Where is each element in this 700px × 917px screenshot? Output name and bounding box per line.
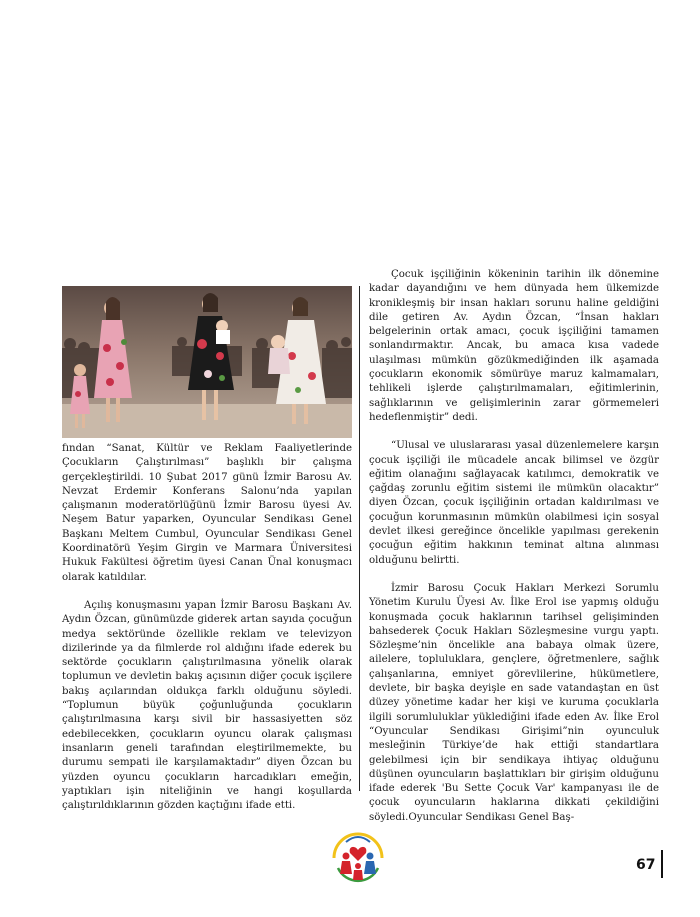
paragraph: Açılış konuşmasını yapan İzmir Barosu Başkanı Av. Aydın Özcan, günümüzde giderek artan sayıda çocuğun medya sektöründe özellikle reklam ve televizyon dizilerinde ya da filmlerde rol aldığını ifade ederek bu sektörde çocukların çalıştırılmasına yönelik olarak toplumun ve devletin bakış açısının diğer çocuk işçilere bakış açılarından oldukça farklı olduğunu söyledi. “Toplumun büyük çoğunluğunda çocukların çalıştırılmasına karşı sivil bir hassasiyetten söz edebilecekken, çocukların oyuncu olarak çalışması insanların geneli tarafından eleştirilmemekte, bu durumu sempati ile karşılamaktadır” diyen Özcan bu yüzden oyuncu çocukların harcadıkları emeğin, yaptıkları işin niteliğinin ve hangi koşullarda çalıştırıldıklarının gözden kaçtığını ifade etti. [62,599,352,812]
right-text-column [369,268,659,825]
paragraph: “Ulusal ve uluslararası yasal düzenlemelere karşın çocuk işçiliği ile mücadele ancak bilimsel ve özgür eğitim olanağını sağlayacak katılımcı, demokratik ve çağdaş zorunlu eğitim sistemi ile mümkün olacaktır” diyen Özcan, çocuk işçiliğinin ortadan kaldırılması ve çocuğun korunmasının mümkün olabilmesi için sosyal devlet ilkesi gereğince öncelikle yapılması gerekenin çocuğun eğitim hakkının teminat altına alınması olduğunu belirtti. [369,440,659,566]
runway-photo [62,286,352,438]
paragraph: Çocuk işçiliğinin kökeninin tarihin ilk dönemine kadar dayandığını ve hem dünyada hem ülkemizde kronikleşmiş bir insan hakları sorunu haline geldiğini dile getiren Av. Aydın Özcan, “İnsan hakları belgelerinin ortak amacı, çocuk işçiliğini tamamen sonlandırmaktır. Ancak, bu amaca kısa vadede ulaşılması mümkün gözükmediğinden ilk aşamada çocukların ekonomik sömürüye maruz kalmamaları, tehlikeli işlerde çalıştırılmamaları, eğitimlerinin, sağlıklarının ve gelişimlerinin zarar görmemeleri hedeflenmiştir” dedi. [369,269,659,423]
paragraph: fından “Sanat, Kültür ve Reklam Faaliyetlerinde Çocukların Çalıştırılması” başlıklı bir çalışma gerçekleştirildi. 10 Şubat 2017 günü İzmir Barosu Av. Nevzat Erdemir Konferans Salonu’nda yapılan çalışmanın moderatörlüğünü İzmir Barosu üyesi Av. Neşem Batur yaparken, Oyuncular Sendikası Genel Başkanı Meltem Cumbul, Oyuncular Sendikası Genel Koordinatörü Yeşim Girgin ve Marmara Üniversitesi Hukuk Fakültesi öğretim üyesi Canan Ünal konuşmacı olarak katıldılar. [62,443,352,583]
page-number: 67 [636,857,656,873]
paragraph: İzmir Barosu Çocuk Hakları Merkezi Sorumlu Yönetim Kurulu Üyesi Av. İlke Erol ise yapmış olduğu konuşmada çocuk haklarının tarihsel gelişiminden bahsederek Çocuk Hakları Sözleşmesine vurgu yaptı. Sözleşme’nin öncelikle ana babaya olmak üzere, ailelere, topluluklara, gençlere, öğretmenlere, sağlık çalışanlarına, emniyet görevlilerine, hükümetlere, devlete, bir başka deyişle en sade vatandaştan en üst düzey yönetime kadar her kişi ve kuruma çocuklarla ilgili sorumluluklar yüklediğini ifade eden Av. İlke Erol “Oyuncular Sendikası Girişimi”nin oyunculuk mesleğinin Türkiye’de hak ettiği standartlara gelebilmesi için bir sendikaya ihtiyaç olduğunu düşünen oyuncuların başlattıkları bir girişim olduğunu ifade ederek 'Bu Sette Çocuk Var' kampanyası ile de çocuk oyuncuların haklarına dikkati çekildiğini söyledi.Oyuncular Sendikası Genel Baş- [369,582,659,823]
page-number-bar [661,850,663,878]
left-text-column [62,442,352,813]
column-divider [359,286,360,791]
childrens-rights-logo [326,828,390,888]
